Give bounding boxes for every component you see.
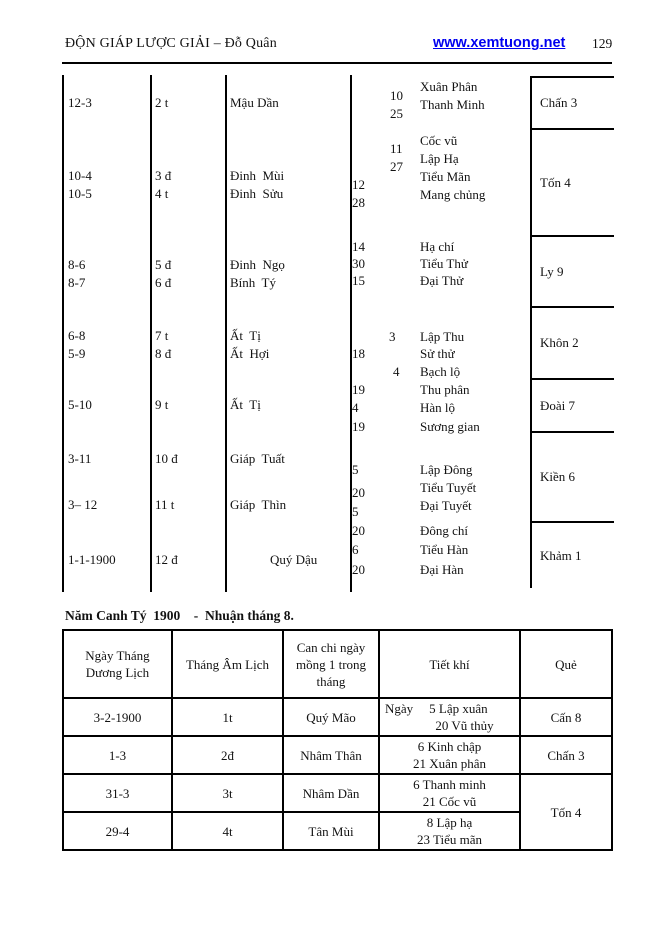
solar-term: Sử thử [420, 346, 455, 361]
solar-term: Đại Tuyết [420, 498, 472, 513]
trigram-cell: Ly 9 [532, 235, 614, 306]
lunar-month: 12 đ [155, 552, 178, 567]
cell-lunar-month: 1t [172, 698, 283, 736]
trigram-cell: Tốn 4 [532, 128, 614, 235]
cell-lunar-month: 2đ [172, 736, 283, 774]
canchi: Quý Dậu [270, 552, 318, 567]
canchi: Ất Tị [230, 328, 261, 343]
solar-term: Lập Đông [420, 462, 473, 477]
solar-term: Hàn lộ [420, 400, 456, 415]
table-row [63, 736, 612, 774]
cell-canchi: Nhâm Dần [283, 774, 379, 812]
trigram-cell: Khôn 2 [532, 306, 614, 378]
day-number: 27 [390, 159, 403, 174]
solar-date: 3-11 [68, 451, 92, 466]
cell-canchi: Nhâm Thân [283, 736, 379, 774]
solar-term: Xuân Phân [420, 79, 478, 94]
cell-solar-term [379, 698, 520, 736]
solar-term: Lập Thu [420, 329, 465, 344]
day-label: Ngày [385, 701, 414, 716]
lunar-month: 4 t [155, 186, 169, 201]
lunar-month: 10 đ [155, 451, 178, 466]
solar-term-entry: 6 Kinh chập [417, 739, 482, 754]
solar-term-entry: 23 Tiểu mãn [416, 832, 482, 847]
day-number: 11 [390, 141, 403, 156]
solar-term-entry: 21 Cốc vũ [422, 794, 477, 809]
solar-term: Thu phân [420, 382, 470, 397]
table-rule-vertical [150, 75, 152, 592]
cell-canchi: Tân Mùi [283, 812, 379, 850]
day-number: 5 [352, 462, 359, 477]
lunar-month: 11 t [155, 497, 175, 512]
cell-solar-term [379, 736, 520, 774]
canchi: Bính Tý [230, 275, 276, 290]
document-title: ĐỘN GIÁP LƯỢC GIẢI – Đỗ Quân [65, 36, 277, 51]
day-number: 25 [390, 106, 403, 121]
solar-term: Đại Thử [420, 273, 464, 288]
solar-date: 10-5 [68, 186, 92, 201]
day-number: 14 [352, 239, 365, 254]
canchi: Giáp Tuất [230, 451, 285, 466]
cell-solar-term [379, 812, 520, 850]
canchi: Đinh Mùi [230, 168, 285, 183]
cell-solar-term [379, 774, 520, 812]
day-number: 18 [352, 346, 365, 361]
day-number: 5 [352, 504, 359, 519]
col-header-canchi: Can chi ngày mồng 1 trong tháng [283, 630, 379, 698]
solar-date: 10-4 [68, 168, 92, 183]
cell-trigram: Cấn 8 [520, 698, 612, 736]
cell-solar-date: 31-3 [63, 774, 172, 812]
solar-date: 8-7 [68, 275, 86, 290]
cell-trigram: Tốn 4 [520, 774, 612, 850]
canchi: Ất Hợi [230, 346, 270, 361]
solar-date: 12-3 [68, 95, 92, 110]
page-number: 129 [592, 36, 613, 51]
solar-term: Thanh Minh [420, 97, 485, 112]
day-number: 15 [352, 273, 365, 288]
lunar-month: 7 t [155, 328, 169, 343]
col-header-solar-date: Ngày Tháng Dương Lịch [63, 630, 172, 698]
canchi: Đinh Ngọ [230, 257, 285, 272]
solar-term: Đại Hàn [420, 562, 464, 577]
trigram-cell: Chấn 3 [532, 76, 614, 128]
header-rule [62, 62, 612, 64]
trigram-column [530, 76, 614, 588]
cell-lunar-month: 4t [172, 812, 283, 850]
trigram-cell: Đoài 7 [532, 378, 614, 431]
day-number: 3 [389, 329, 396, 344]
cell-canchi: Quý Mão [283, 698, 379, 736]
solar-term: Sương gian [420, 419, 480, 434]
lunar-month: 6 đ [155, 275, 172, 290]
day-number: 12 [352, 177, 365, 192]
table-rule-vertical [62, 75, 64, 592]
day-number: 20 [352, 562, 365, 577]
day-number: 10 [390, 88, 403, 103]
solar-term-entry: 5 Lập xuân [429, 701, 488, 716]
table-header-row [63, 630, 612, 698]
solar-term: Bạch lộ [420, 364, 461, 379]
table-row [63, 774, 612, 812]
cell-lunar-month: 3t [172, 774, 283, 812]
solar-term: Mang chủng [420, 187, 486, 202]
solar-term: Cốc vũ [420, 133, 458, 148]
lunar-month: 3 đ [155, 168, 172, 183]
year-1900-table [62, 629, 613, 851]
table-rule-vertical [225, 75, 227, 592]
solar-term-entry: 8 Lập hạ [426, 815, 473, 830]
trigram-cell: Khảm 1 [532, 521, 614, 588]
lunar-month: 8 đ [155, 346, 172, 361]
col-header-trigram: Quẻ [520, 630, 612, 698]
canchi: Mậu Dần [230, 95, 279, 110]
day-number: 20 [352, 523, 365, 538]
day-number: 30 [352, 256, 365, 271]
solar-date: 1-1-1900 [68, 552, 116, 567]
bottom-table-title: Năm Canh Tý 1900 - Nhuận tháng 8. [65, 608, 294, 623]
solar-date: 5-10 [68, 397, 92, 412]
day-number: 28 [352, 195, 365, 210]
solar-term: Đông chí [420, 523, 469, 538]
day-number: 6 [352, 542, 359, 557]
solar-date: 5-9 [68, 346, 86, 361]
solar-date: 6-8 [68, 328, 86, 343]
day-number: 19 [352, 419, 365, 434]
solar-term: Tiểu Thử [420, 256, 468, 271]
cell-solar-date: 1-3 [63, 736, 172, 774]
table-row [63, 698, 612, 736]
solar-term: Hạ chí [420, 239, 455, 254]
cell-solar-date: 29-4 [63, 812, 172, 850]
canchi: Giáp Thìn [230, 497, 287, 512]
day-number: 20 [352, 485, 365, 500]
canchi: Ất Tị [230, 397, 261, 412]
day-number: 4 [393, 364, 400, 379]
day-number: 4 [352, 400, 359, 415]
lunar-month: 5 đ [155, 257, 172, 272]
trigram-cell: Kiền 6 [532, 431, 614, 521]
col-header-solar-term: Tiết khí [379, 630, 520, 698]
lunar-month: 9 t [155, 397, 169, 412]
lunar-month: 2 t [155, 95, 169, 110]
cell-trigram: Chấn 3 [520, 736, 612, 774]
day-number: 19 [352, 382, 365, 397]
solar-term-entry: 20 Vũ thủy [435, 718, 494, 733]
solar-date: 3– 12 [68, 497, 98, 512]
cell-solar-date: 3-2-1900 [63, 698, 172, 736]
solar-term: Lập Hạ [420, 151, 459, 166]
solar-term-entry: 6 Thanh minh [413, 777, 486, 792]
solar-term: Tiểu Mãn [420, 169, 471, 184]
solar-date: 8-6 [68, 257, 86, 272]
solar-term-entry: 21 Xuân phân [413, 756, 486, 771]
website-link[interactable]: www.xemtuong.net [433, 35, 566, 51]
solar-term: Tiểu Hàn [420, 542, 469, 557]
col-header-lunar-month: Tháng Âm Lịch [172, 630, 283, 698]
canchi: Đinh Sửu [230, 186, 284, 201]
solar-term: Tiểu Tuyết [420, 480, 477, 495]
